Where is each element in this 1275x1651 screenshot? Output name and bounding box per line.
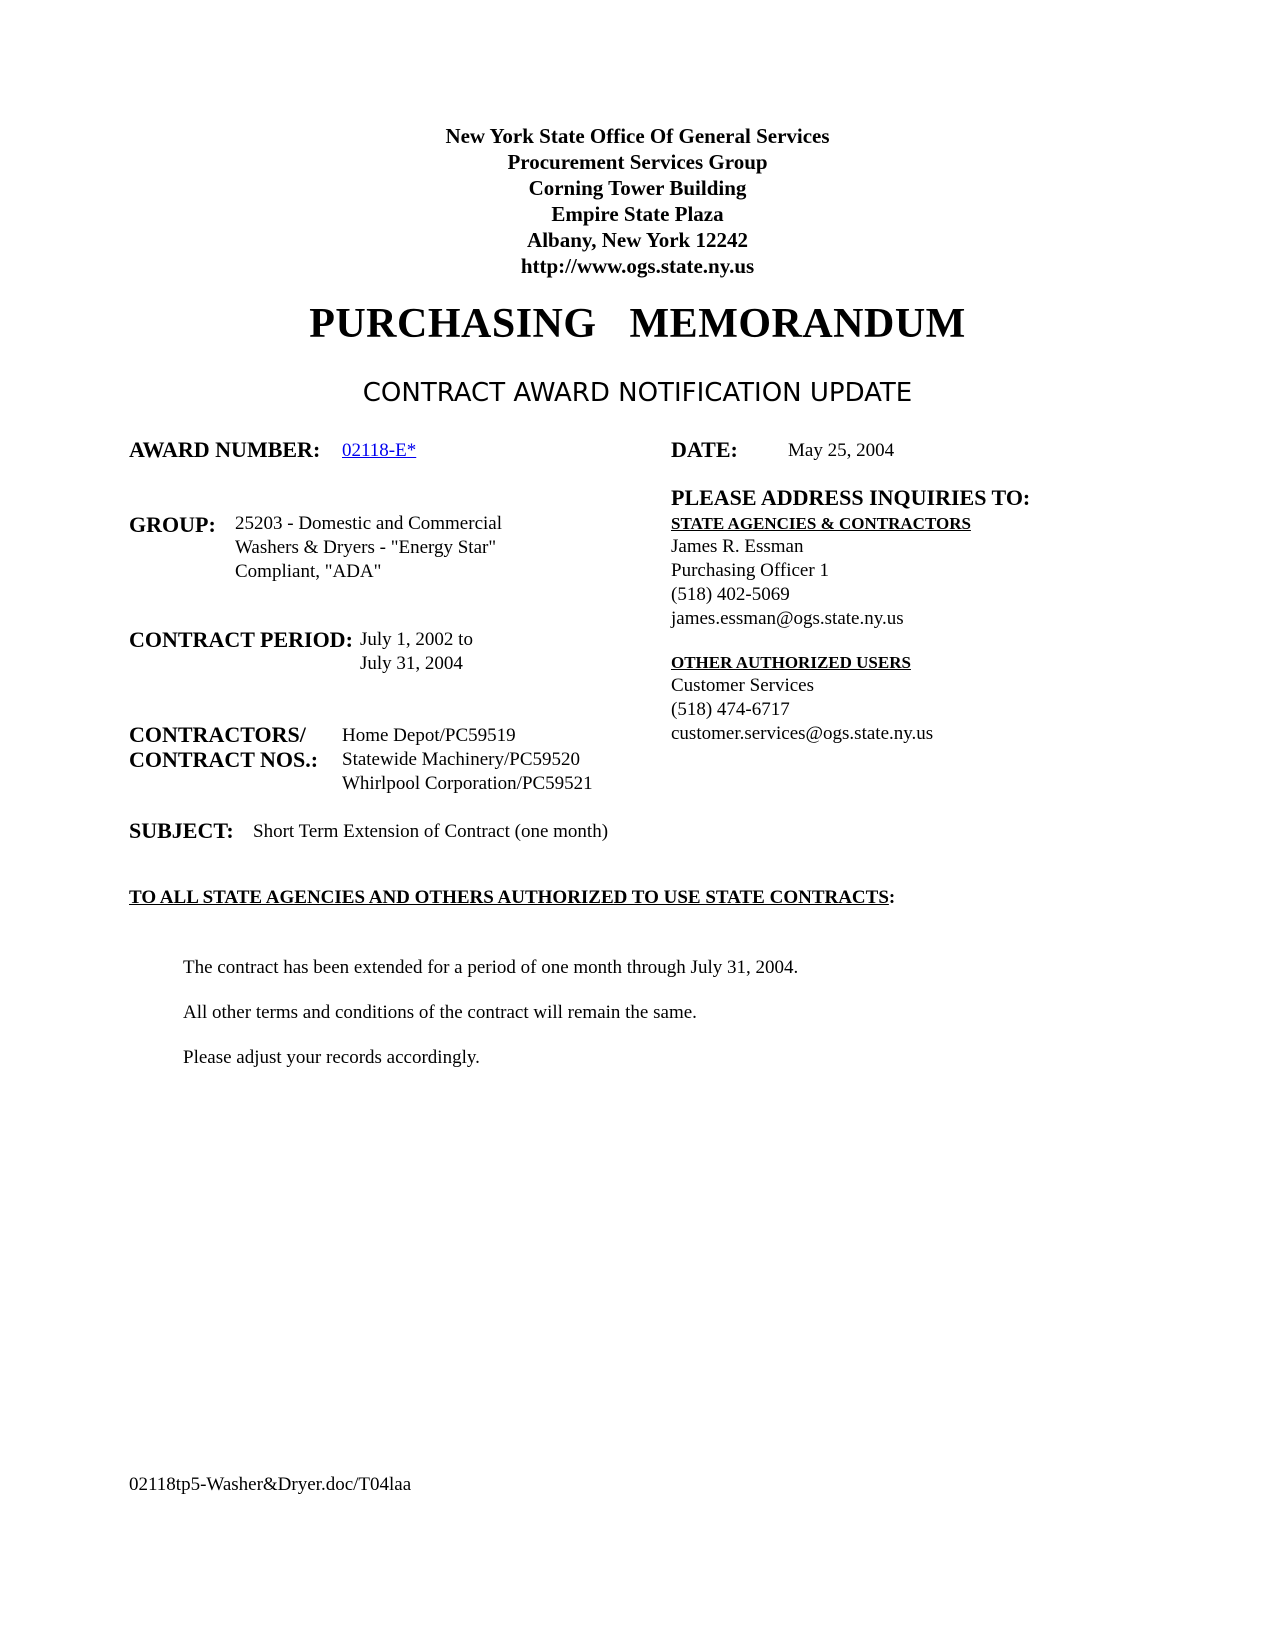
award-number-link[interactable]: 02118-E*	[342, 440, 417, 461]
group-value	[235, 512, 502, 584]
other-contact	[671, 674, 933, 746]
other-contact-name: Customer Services	[671, 675, 815, 696]
notice-heading-wrap	[129, 887, 895, 909]
contractors-label	[129, 722, 318, 772]
city-zip: Albany, New York 12242	[527, 228, 748, 252]
group-label: GROUP:	[129, 512, 216, 537]
group-line: Washers & Dryers - "Energy Star"	[235, 537, 497, 558]
body-paragraph: The contract has been extended for a period of one month through July 31, 2004.	[183, 957, 799, 978]
contract-nos-label-line: CONTRACT NOS.:	[129, 747, 319, 772]
contact-phone: (518) 402-5069	[671, 584, 790, 605]
contract-period-value	[360, 628, 473, 676]
group-name: Procurement Services Group	[507, 150, 768, 174]
document-footer: 02118tp5-Washer&Dryer.doc/T04laa	[129, 1474, 412, 1495]
state-agencies-heading: STATE AGENCIES & CONTRACTORS	[671, 514, 971, 533]
memo-subtitle: CONTRACT AWARD NOTIFICATION UPDATE	[362, 378, 913, 408]
building-name: Corning Tower Building	[528, 176, 747, 200]
notice-heading: TO ALL STATE AGENCIES AND OTHERS AUTHORIZED TO USE STATE CONTRACTS	[129, 887, 889, 908]
contract-period-end: July 31, 2004	[360, 653, 463, 674]
contact-name: James R. Essman	[671, 536, 804, 557]
website-url: http://www.ogs.state.ny.us	[520, 254, 755, 278]
notice-colon: :	[888, 887, 896, 908]
contractor-item: Statewide Machinery/PC59520	[342, 749, 580, 770]
body-paragraph: Please adjust your records accordingly.	[183, 1047, 480, 1068]
other-users-heading: OTHER AUTHORIZED USERS	[671, 653, 911, 672]
date-value: May 25, 2004	[788, 440, 895, 461]
date-label: DATE:	[671, 437, 738, 462]
award-number-label: AWARD NUMBER:	[129, 437, 321, 462]
inquiries-heading: PLEASE ADDRESS INQUIRIES TO:	[671, 485, 1031, 510]
subject-value: Short Term Extension of Contract (one month)	[253, 821, 609, 842]
state-contact	[671, 535, 904, 631]
plaza-name: Empire State Plaza	[551, 202, 724, 226]
contractor-item: Whirlpool Corporation/PC59521	[342, 773, 593, 794]
contractors-label-line: CONTRACTORS/	[129, 722, 306, 747]
contact-email: james.essman@ogs.state.ny.us	[671, 608, 904, 629]
contractor-item: Home Depot/PC59519	[342, 725, 516, 746]
contract-period-label: CONTRACT PERIOD:	[129, 627, 353, 652]
group-line: 25203 - Domestic and Commercial	[235, 513, 502, 534]
agency-name: New York State Office Of General Services	[445, 124, 830, 148]
contact-title: Purchasing Officer 1	[671, 560, 829, 581]
contractors-list	[342, 724, 593, 796]
memo-title: PURCHASING MEMORANDUM	[309, 301, 966, 347]
contract-period-start: July 1, 2002 to	[360, 629, 473, 650]
body-paragraph: All other terms and conditions of the contract will remain the same.	[183, 1002, 697, 1023]
other-contact-email: customer.services@ogs.state.ny.us	[671, 723, 934, 744]
subject-label: SUBJECT:	[129, 818, 234, 843]
other-contact-phone: (518) 474-6717	[671, 699, 790, 720]
group-line: Compliant, "ADA"	[235, 561, 382, 582]
letterhead	[0, 123, 1275, 279]
